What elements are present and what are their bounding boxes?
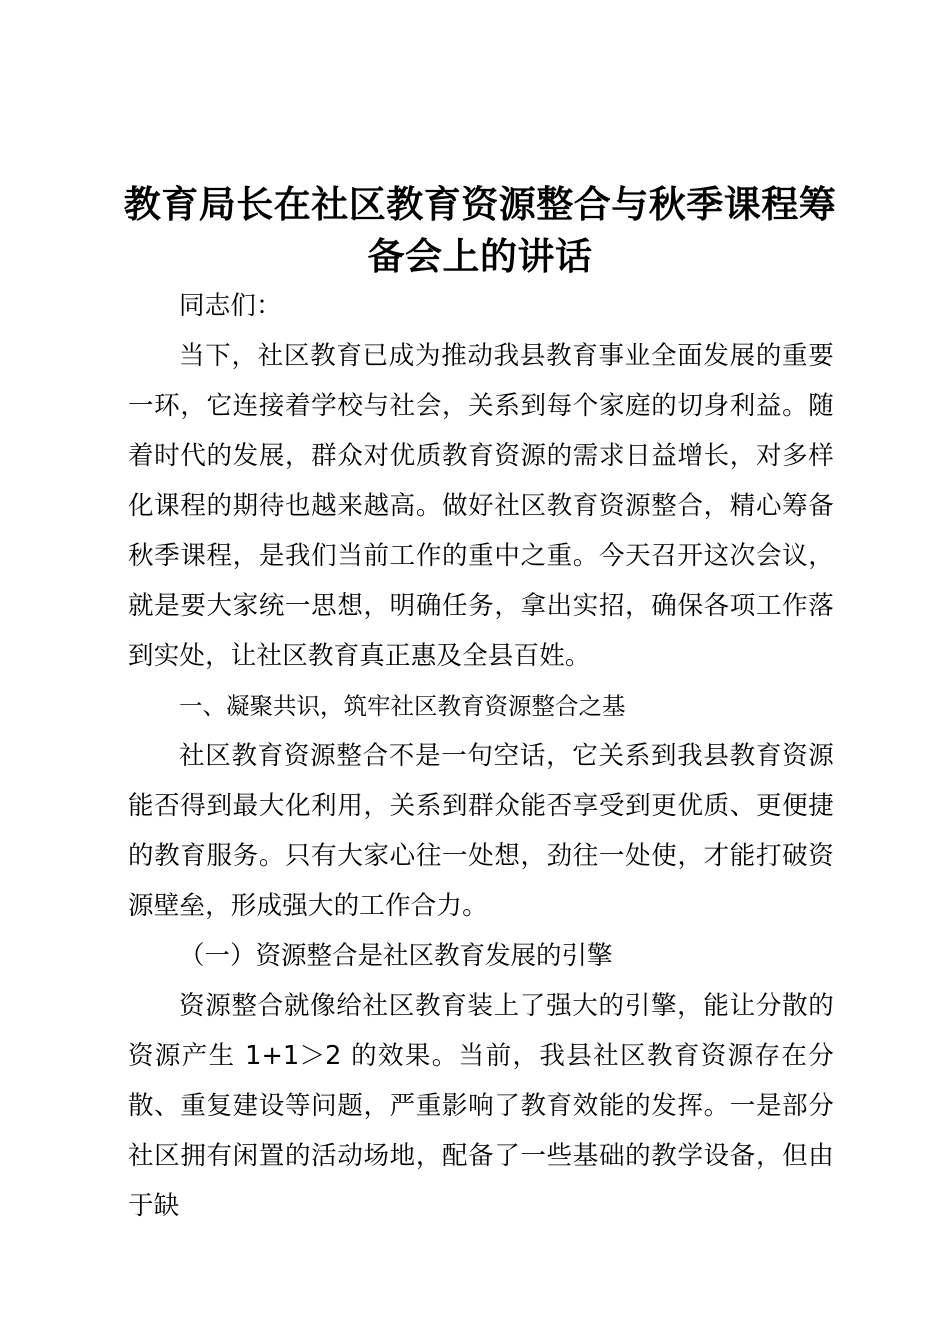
document-title: 教育局长在社区教育资源整合与秋季课程筹备会上的讲话 [123,182,837,278]
salutation: 同志们： [179,291,282,321]
document-body [128,281,834,1231]
section-heading-1: 一、凝聚共识，筑牢社区教育资源整合之基 [179,692,626,720]
section-1-paragraph: 社区教育资源整合不是一句空话，它关系到我县教育资源能否得到最大化利用，关系到群众能否享受到更优质、更便捷的教育服务。只有大家心往一处想，劲往一处使，才能打破资源壁垒，形成强大的工作合力。 [128,741,834,921]
subsection-1-paragraph: 资源整合就像给社区教育装上了强大的引擎，能让分散的资源产生 1+1＞2 的效果。当前，我县社区教育资源存在分散、重复建设等问题，严重影响了教育效能的发挥。一是部分社区拥有闲置的活动场地，配备了一些基础的教学设备，但由于缺 [128,991,834,1221]
subsection-heading-1: （一）资源整合是社区教育发展的引擎 [179,941,613,971]
intro-paragraph: 当下，社区教育已成为推动我县教育事业全面发展的重要一环，它连接着学校与社会，关系到每个家庭的切身利益。随着时代的发展，群众对优质教育资源的需求日益增长，对多样化课程的期待也越来越高。做好社区教育资源整合，精心筹备秋季课程，是我们当前工作的重中之重。今天召开这次会议，就是要大家统一思想，明确任务，拿出实招，确保各项工作落到实处，让社区教育真正惠及全县百姓。 [128,341,834,671]
